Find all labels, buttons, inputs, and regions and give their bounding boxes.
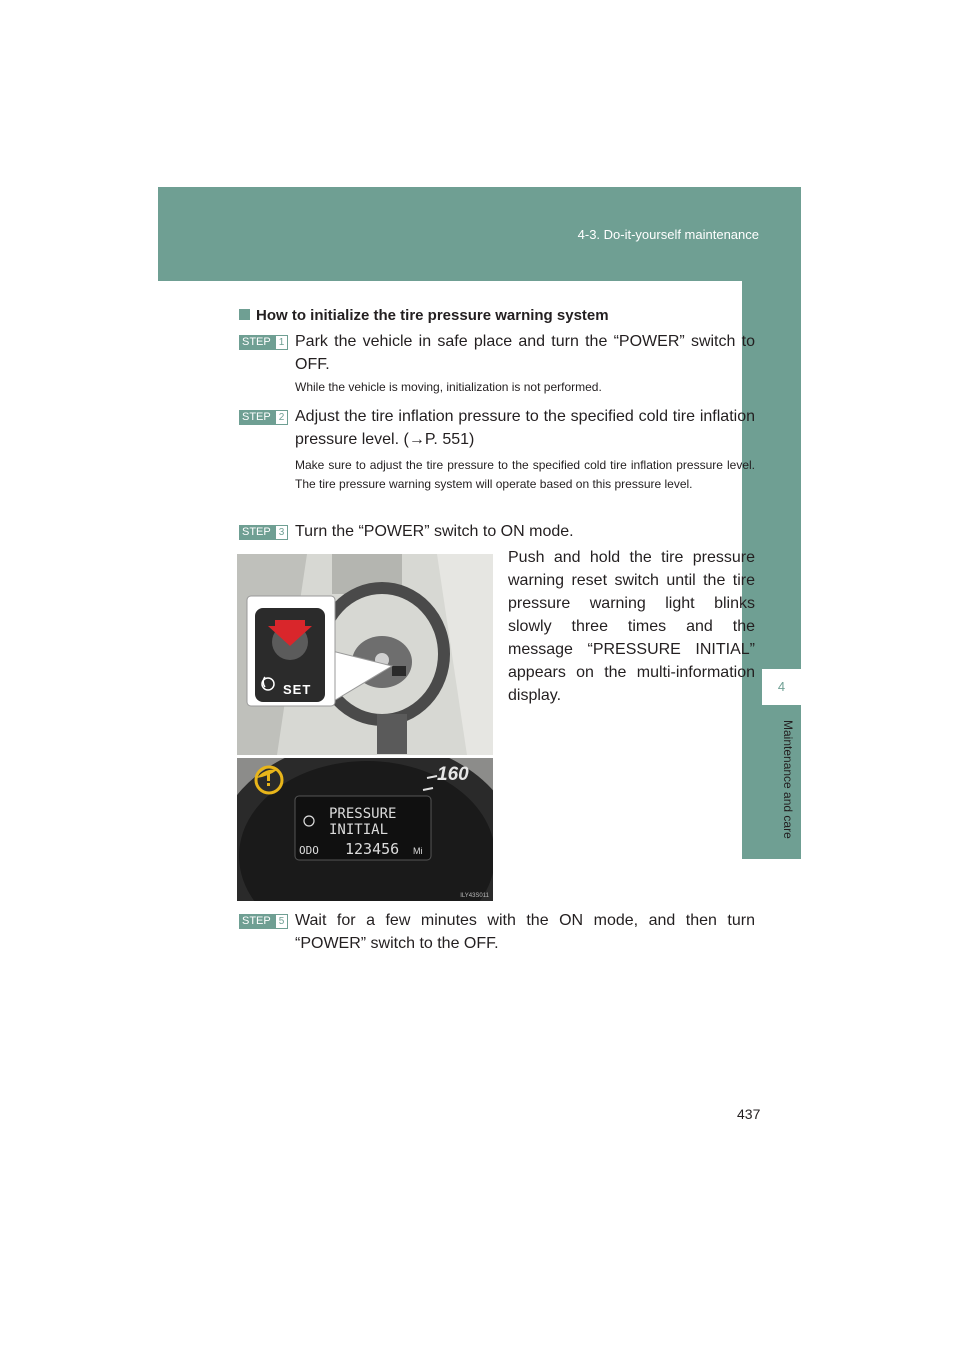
step-number: 5	[276, 915, 287, 928]
square-bullet-icon	[239, 309, 250, 320]
image-code: ILY43S011	[460, 893, 489, 899]
step-label: STEP	[242, 915, 271, 927]
section-title: 4-3. Do-it-yourself maintenance	[577, 227, 759, 242]
multi-information-display-illustration	[237, 758, 493, 901]
step-number: 1	[276, 336, 287, 349]
set-switch-label: SET	[283, 682, 312, 697]
display-line-2: INITIAL	[329, 822, 389, 838]
steering-wheel-icon	[237, 554, 493, 755]
chapter-number: 4	[762, 669, 801, 705]
odo-label: ODO	[299, 844, 319, 857]
step-badge-3	[239, 525, 288, 540]
step-label: STEP	[242, 411, 271, 423]
step-label: STEP	[242, 526, 271, 538]
odo-value: 123456	[345, 840, 400, 858]
step-number: 3	[276, 526, 287, 539]
display-line-1: PRESSURE	[329, 806, 397, 822]
speed-mark: 160	[437, 764, 469, 785]
chapter-label: Maintenance and care	[781, 720, 795, 839]
step-2-text: Adjust the tire inflation pressure to the specified cold tire inflation pressure level. (→P. 551)	[295, 408, 755, 448]
odo-unit: Mi	[413, 846, 423, 856]
step-1-text: Park the vehicle in safe place and turn the “POWER” switch to OFF.	[295, 333, 755, 373]
section-heading-text: How to initialize the tire pressure warning system	[256, 307, 609, 324]
step-4-text: Push and hold the tire pressure warning reset switch until the tire pressure warning light blinks slowly three times and the message “PRESSURE INITIAL” appears on the multi-information display.	[508, 549, 755, 704]
step-number: 2	[276, 411, 287, 424]
step-badge-5	[239, 914, 288, 929]
step-badge-2	[239, 410, 288, 425]
step-1-note: While the vehicle is moving, initialization is not performed.	[295, 380, 602, 394]
step-2-note: Make sure to adjust the tire pressure to the specified cold tire inflation pressure level. The tire pressure warning system will operate based on this pressure level.	[295, 458, 755, 491]
page-number: 437	[737, 1106, 761, 1122]
step-badge-1	[239, 335, 288, 350]
section-heading	[239, 307, 609, 324]
step-3-text: Turn the “POWER” switch to ON mode.	[295, 523, 574, 540]
header-band	[158, 187, 801, 281]
step-label: STEP	[242, 336, 271, 348]
steering-wheel-illustration	[237, 554, 493, 755]
step-5-text: Wait for a few minutes with the ON mode, and then turn “POWER” switch to the OFF.	[295, 912, 755, 952]
